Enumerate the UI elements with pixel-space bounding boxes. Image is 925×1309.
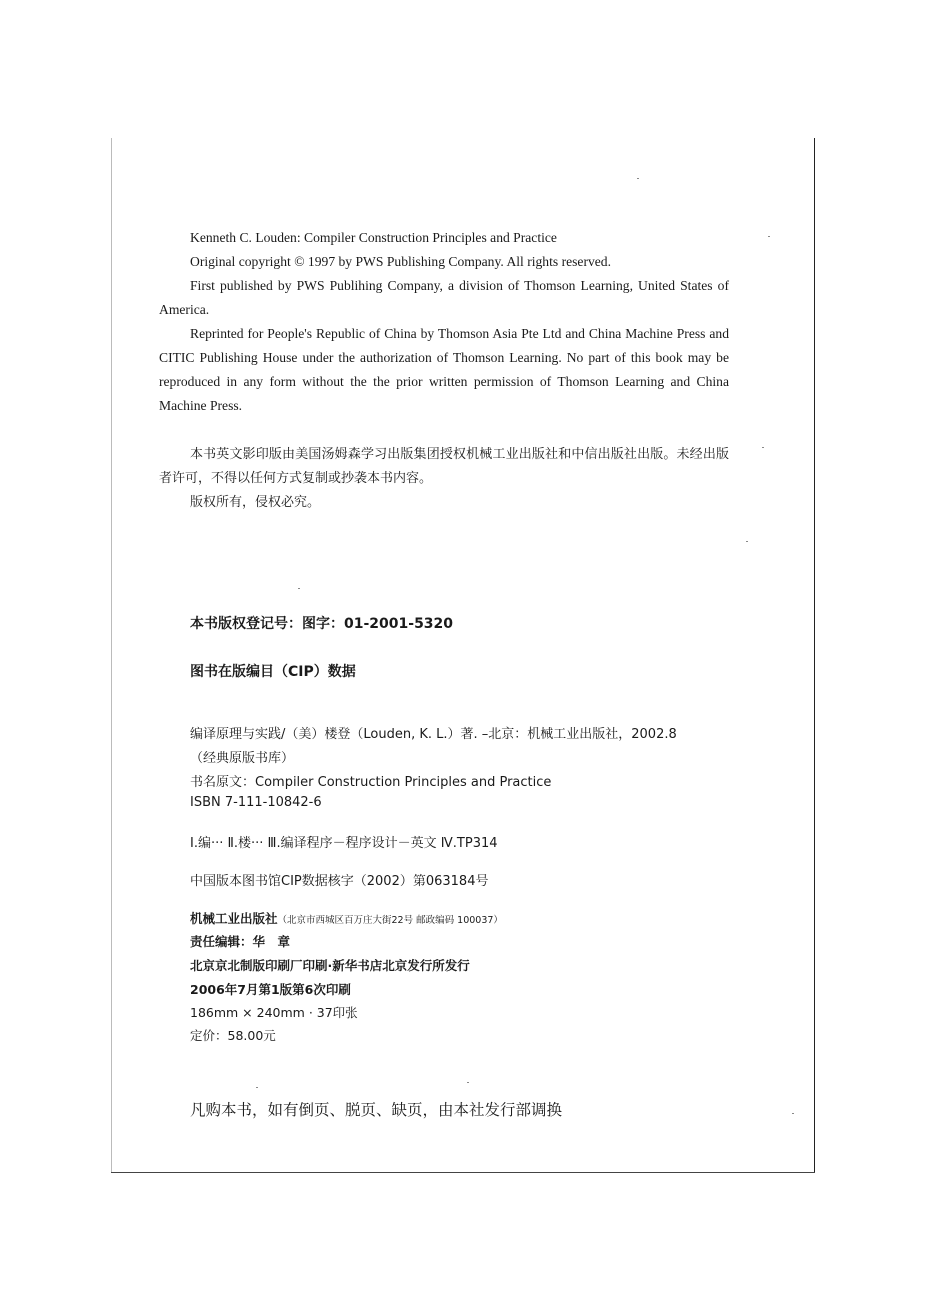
scan-speck <box>256 1087 258 1088</box>
scan-speck <box>792 1113 794 1114</box>
page-border-left <box>111 138 112 1173</box>
edition-printing: 2006年7月第1版第6次印刷 <box>190 982 351 997</box>
english-copyright-block <box>159 226 729 418</box>
cip-line-series: （经典原版书库） <box>190 751 295 766</box>
scan-speck <box>467 1082 469 1083</box>
first-published-paragraph: First published by PWS Publihing Company, a division of Thomson Learning, United States of America. <box>159 278 729 317</box>
scan-speck <box>768 236 770 237</box>
publisher-name: 机械工业出版社 <box>190 911 278 926</box>
scan-speck <box>637 178 639 179</box>
book-format: 186mm × 240mm · 37印张 <box>190 1005 358 1020</box>
page-border-bottom <box>111 1172 815 1173</box>
responsible-editor: 责任编辑：华 章 <box>190 934 291 949</box>
chinese-copyright-notice <box>159 443 729 515</box>
publisher-line <box>190 909 503 927</box>
cip-line-record-number: 中国版本图书馆CIP数据核字（2002）第063184号 <box>190 874 489 889</box>
cip-line-classification: Ⅰ.编··· Ⅱ.楼··· Ⅲ.编译程序－程序设计－英文 Ⅳ.TP314 <box>190 836 498 851</box>
defect-exchange-notice: 凡购本书，如有倒页、脱页、缺页，由本社发行部调换 <box>190 1101 563 1119</box>
scan-speck <box>298 588 300 589</box>
cip-heading: 图书在版编目（CIP）数据 <box>190 664 356 680</box>
book-price: 定价：58.00元 <box>190 1028 276 1043</box>
scan-speck <box>746 541 748 542</box>
page-border-right <box>814 138 815 1173</box>
printer-distributor: 北京京北制版印刷厂印刷·新华书店北京发行所发行 <box>190 958 470 973</box>
cip-line-original-title: 书名原文：Compiler Construction Principles and Practice <box>190 775 552 790</box>
original-title-line: Kenneth C. Louden: Compiler Construction Principles and Practice <box>190 230 557 245</box>
reprint-authorization-paragraph: Reprinted for People's Republic of China by Thomson Asia Pte Ltd and China Machine Press and CITIC Publishing House under the authorization of Thomson Learning. No part of this book may be reproduced in any form without the the prior written permission of Thomson Learning and China Machine Press. <box>159 326 729 413</box>
scan-speck <box>762 447 764 448</box>
cip-line-title: 编译原理与实践/（美）楼登（Louden, K. L.）著. –北京：机械工业出版社，2002.8 <box>190 727 677 742</box>
copyright-registration-number: 本书版权登记号：图字：01-2001-5320 <box>190 616 454 632</box>
publisher-address: （北京市西城区百万庄大街22号 邮政编码 100037） <box>277 915 503 926</box>
rights-reserved-line: 版权所有，侵权必究。 <box>190 495 321 510</box>
authorization-paragraph: 本书英文影印版由美国汤姆森学习出版集团授权机械工业出版社和中信出版社出版。未经出版者许可，不得以任何方式复制或抄袭本书内容。 <box>159 447 729 486</box>
cip-line-isbn: ISBN 7-111-10842-6 <box>190 795 322 810</box>
original-copyright-line: Original copyright © 1997 by PWS Publishing Company. All rights reserved. <box>190 254 612 269</box>
